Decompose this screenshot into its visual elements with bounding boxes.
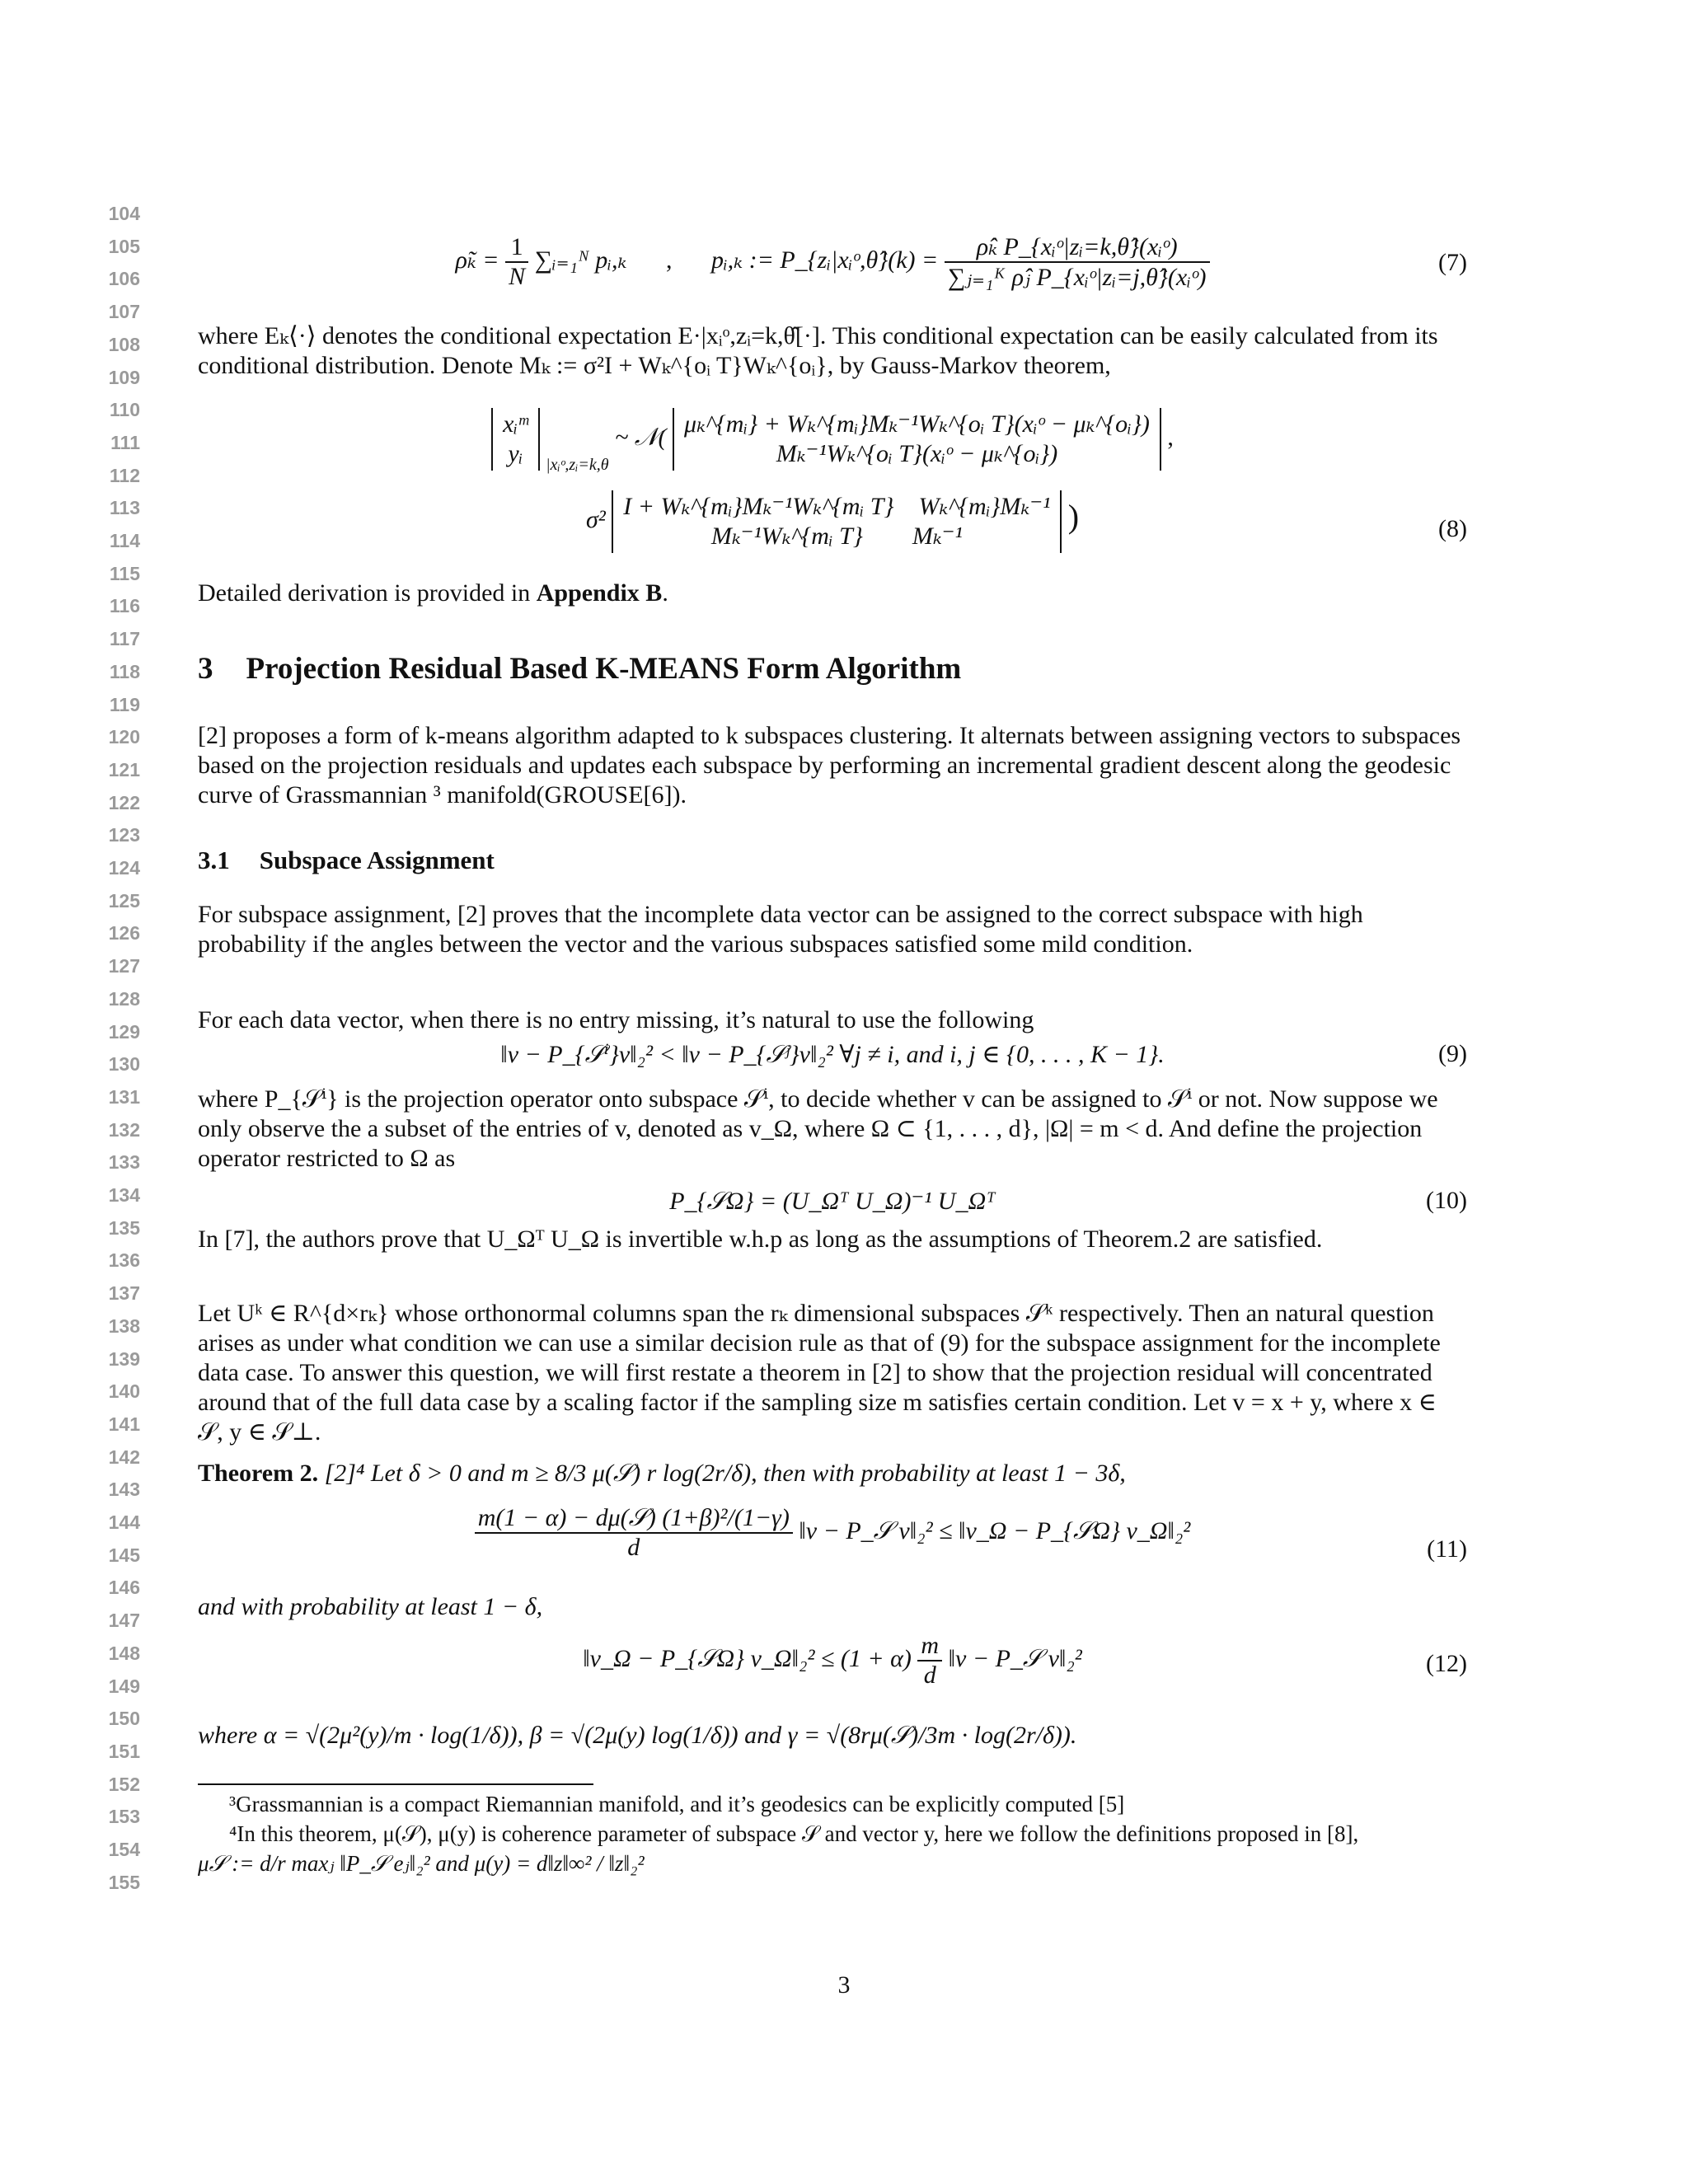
line-number: 118	[109, 660, 140, 682]
eq11-rest: ‖v − P_𝒮 v‖₂² ≤ ‖v_Ω − P_{𝒮Ω} v_Ω‖₂²	[799, 1516, 1191, 1544]
line-number: 154	[108, 1839, 140, 1860]
eq7-rhs-den: ∑ⱼ₌₁ᴷ ρ̂ⱼ P_{xᵢᵒ|zᵢ=j,θ̂}(xᵢᵒ)	[947, 264, 1207, 291]
line-number: 142	[108, 1446, 140, 1468]
line-number: 105	[108, 235, 140, 257]
line-number: 128	[108, 987, 140, 1010]
eq12-right: ‖v − P_𝒮 v‖₂²	[948, 1644, 1082, 1672]
line-number: 125	[108, 889, 140, 912]
eq11-den: d	[627, 1534, 640, 1561]
eq7-rhs-frac	[945, 232, 1210, 292]
eq7-rhs-num: ρ̂ₖ P_{xᵢᵒ|zᵢ=k,θ̂}(xᵢᵒ)	[945, 232, 1210, 263]
line-number: 145	[108, 1544, 140, 1566]
eq8-cov-11: I + Wₖ^{mᵢ}Mₖ⁻¹Wₖ^{mᵢ T}	[623, 493, 894, 520]
eq10-body: P_{𝒮Ω} = (U_Ωᵀ U_Ω)⁻¹ U_Ωᵀ	[669, 1188, 996, 1215]
footnote-rule	[198, 1783, 593, 1785]
eq8-sigma: σ²	[585, 505, 606, 533]
line-number: 110	[109, 399, 140, 421]
line-number: 117	[109, 628, 140, 650]
line-number: 148	[108, 1642, 140, 1664]
line-number: 124	[108, 857, 140, 879]
derivation-suffix: .	[662, 579, 668, 607]
line-number: 138	[108, 1315, 140, 1337]
paragraph-3-1-b: For each data vector, when there is no entry missing, it’s natural to use the following	[198, 1006, 1034, 1033]
line-number: 150	[108, 1708, 140, 1730]
eq7-frac-num: 1	[505, 233, 528, 263]
eq7-comma: ,	[665, 246, 673, 274]
line-number: 121	[108, 758, 140, 780]
eq8-covariance	[612, 490, 1062, 553]
where-alpha-beta-gamma: where α = √(2μ²(y)/m · log(1/δ)), β = √(2μ(y) log(1/δ)) and γ = √(8rμ(𝒮)/3m · log(2r/δ)).	[198, 1722, 1077, 1749]
equation-11	[198, 1504, 1467, 1586]
theorem-2	[198, 1459, 1467, 1488]
line-number: 116	[109, 595, 140, 617]
eq8-mean-top: μₖ^{mᵢ} + Wₖ^{mᵢ}Mₖ⁻¹Wₖ^{oᵢ T}(xᵢᵒ − μₖ^{oᵢ})	[684, 410, 1150, 438]
line-number: 153	[108, 1806, 140, 1828]
page-number: 3	[837, 1971, 851, 1999]
eq12-frac	[917, 1632, 942, 1690]
section-3-number: 3	[198, 652, 213, 686]
eq7-frac-den: N	[509, 263, 526, 290]
line-number: 109	[108, 366, 140, 388]
eq8-close: )	[1067, 497, 1080, 535]
eq10-number: (10)	[1426, 1187, 1467, 1214]
eq12-frac-num: m	[917, 1632, 942, 1661]
subsection-3-1-number: 3.1	[198, 846, 230, 874]
line-number: 155	[108, 1871, 140, 1893]
line-number: 133	[108, 1151, 140, 1174]
equation-10	[198, 1187, 1467, 1220]
equation-12	[198, 1632, 1467, 1706]
equation-8	[198, 408, 1467, 573]
eq7-number: (7)	[1438, 249, 1467, 276]
eq7-def: pᵢ,ₖ := P_{zᵢ|xᵢᵒ,θ̂}(k) =	[710, 246, 945, 274]
eq8-mean-bottom: Mₖ⁻¹Wₖ^{oᵢ T}(xᵢᵒ − μₖ^{oᵢ})	[776, 440, 1058, 467]
line-number: 127	[108, 955, 140, 977]
eq8-comma: ,	[1167, 423, 1174, 451]
line-number: 146	[108, 1577, 140, 1599]
subsection-3-1-title: Subspace Assignment	[259, 846, 495, 874]
subsection-3-1-heading	[198, 846, 495, 875]
section-3-heading	[198, 651, 961, 687]
equation-7	[198, 224, 1467, 298]
line-number: 122	[108, 791, 140, 813]
eq8-cov-21: Mₖ⁻¹Wₖ^{mᵢ T}	[710, 523, 863, 550]
line-number: 149	[108, 1675, 140, 1697]
line-number: 132	[108, 1118, 140, 1141]
footnote-3: ³Grassmannian is a compact Riemannian manifold, and it’s geodesics can be explicitly computed [5]	[229, 1792, 1125, 1816]
line-number: 139	[108, 1347, 140, 1370]
line-number: 134	[108, 1184, 140, 1206]
paragraph-3-1-a: For subspace assignment, [2] proves that the incomplete data vector can be assigned to the correct subspace with high probability if the angles between the vector and the various subspaces satisfied some mild condition.	[198, 901, 1363, 958]
eq8-cov-22: Mₖ⁻¹	[912, 523, 963, 550]
eq9-number: (9)	[1438, 1040, 1467, 1067]
paragraph-after-eq7: where Eₖ⟨·⟩ denotes the conditional expectation E·|xᵢᵒ,zᵢ=k,θ̂[·]. This conditional expectation can be easily calculated from its conditional distribution. Denote Mₖ := σ²I + Wₖ^{oᵢ T}Wₖ^{oᵢ}, by Gauss-Markov theorem,	[198, 322, 1438, 379]
equation-9	[198, 1040, 1467, 1073]
eq7-sum: ∑ᵢ₌₁ᴺ pᵢ,ₖ	[534, 246, 627, 274]
eq7-lhs: ρ̃ₖ =	[455, 246, 506, 274]
line-number: 114	[109, 530, 140, 551]
eq8-mean	[673, 408, 1161, 471]
paragraph-with-probability: and with probability at least 1 − δ,	[198, 1593, 543, 1620]
line-number: 135	[108, 1216, 140, 1239]
eq11-frac	[475, 1504, 793, 1562]
eq8-vec-top: xᵢᵐ	[503, 410, 528, 438]
eq7-frac	[505, 233, 528, 291]
line-number: 119	[109, 693, 140, 715]
line-number: 115	[109, 562, 140, 584]
line-number: 104	[108, 203, 140, 224]
theorem-2-text: [2]⁴ Let δ > 0 and m ≥ 8/3 μ(𝒮) r log(2r/δ), then with probability at least 1 − 3δ,	[318, 1460, 1126, 1487]
eq8-cov-12: Wₖ^{mᵢ}Mₖ⁻¹	[918, 493, 1051, 520]
line-number: 126	[108, 922, 140, 944]
line-number: 144	[108, 1511, 140, 1533]
theorem-2-label: Theorem 2.	[198, 1460, 319, 1487]
paragraph-derivation	[198, 579, 1467, 608]
line-number: 106	[108, 268, 140, 290]
eq12-frac-den: d	[923, 1661, 936, 1689]
footnote-4-line1: ⁴In this theorem, μ(𝒮), μ(y) is coherence parameter of subspace 𝒮 and vector y, here we follow the definitions proposed in [8],	[229, 1821, 1359, 1846]
eq11-num: m(1 − α) − dμ(𝒮) (1+β)²/(1−γ)	[475, 1504, 793, 1534]
eq12-number: (12)	[1426, 1650, 1467, 1677]
line-number: 152	[108, 1773, 140, 1795]
line-number: 136	[108, 1249, 140, 1272]
eq8-vector	[491, 408, 540, 471]
eq11-number: (11)	[1427, 1535, 1467, 1563]
eq9-body: ‖v − P_{𝒮ⁱ}v‖₂² < ‖v − P_{𝒮ʲ}v‖₂² ∀j ≠ i, and i, j ∈ {0, . . . , K − 1}.	[500, 1041, 1165, 1068]
eq8-dist: ~ 𝒩(	[615, 423, 667, 451]
line-number: 113	[109, 497, 140, 519]
line-number: 130	[108, 1053, 140, 1076]
line-number: 137	[108, 1282, 140, 1305]
line-number: 140	[108, 1380, 140, 1403]
footnote-4-line2: μ𝒮 := d/r maxⱼ ‖P_𝒮 eⱼ‖₂² and μ(y) = d‖z‖∞² / ‖z‖₂²	[198, 1851, 645, 1876]
line-number: 147	[108, 1610, 140, 1632]
eq8-vec-bottom: yᵢ	[508, 440, 523, 467]
derivation-prefix: Detailed derivation is provided in	[198, 579, 537, 607]
line-number: 129	[108, 1020, 140, 1043]
line-number: 111	[110, 431, 140, 453]
eq8-number: (8)	[1438, 515, 1467, 542]
line-number: 141	[108, 1413, 140, 1435]
paragraph-after-eq9: where P_{𝒮ⁱ} is the projection operator onto subspace 𝒮ⁱ, to decide whether v can be assigned to 𝒮ⁱ or not. Now suppose we only observe the a subset of the entries of v, denoted as v_Ω, where Ω ⊂ {1, . . . , d}, |Ω| = m < d. And define the projection operator restricted to Ω as	[198, 1085, 1438, 1172]
line-number: 143	[108, 1479, 140, 1501]
line-number: 123	[108, 824, 140, 846]
eq8-condition: |xᵢᵒ,zᵢ=k,θ	[546, 455, 609, 474]
line-number: 107	[108, 301, 140, 323]
line-number: 108	[108, 333, 140, 355]
paragraph-let-uk: Let Uᵏ ∈ R^{d×rₖ} whose orthonormal columns span the rₖ dimensional subspaces 𝒮ᵏ respectively. Then an natural question arises as under what condition we can use a similar decision rule as that of (9) for the subspace assignment for the incomplete data case. To answer this question, we will first restate a theorem in [2] to show that the projection residual will concentrated around that of the full data case by a scaling factor if the sampling size m satisfies certain condition. Let v = x + y, where x ∈ 𝒮, y ∈ 𝒮⊥.	[198, 1300, 1441, 1446]
line-number: 120	[108, 726, 140, 748]
line-number: 112	[109, 464, 140, 486]
paragraph-after-eq10: In [7], the authors prove that U_Ωᵀ U_Ω is invertible w.h.p as long as the assumptions of Theorem.2 are satisfied.	[198, 1226, 1323, 1253]
line-number: 131	[108, 1085, 140, 1108]
derivation-appendix-ref: Appendix B	[536, 579, 663, 607]
eq12-left: ‖v_Ω − P_{𝒮Ω} v_Ω‖₂² ≤ (1 + α)	[583, 1644, 912, 1672]
paragraph-section-3: [2] proposes a form of k-means algorithm adapted to k subspaces clustering. It alternats between assigning vectors to subspaces based on the projection residuals and updates each subspace by performing an incremental gradient descent along the geodesic curve of Grassmannian ³ manifold(GROUSE[6]).	[198, 722, 1461, 808]
line-number: 151	[108, 1740, 140, 1762]
section-3-title: Projection Residual Based K-MEANS Form Algorithm	[246, 652, 962, 686]
